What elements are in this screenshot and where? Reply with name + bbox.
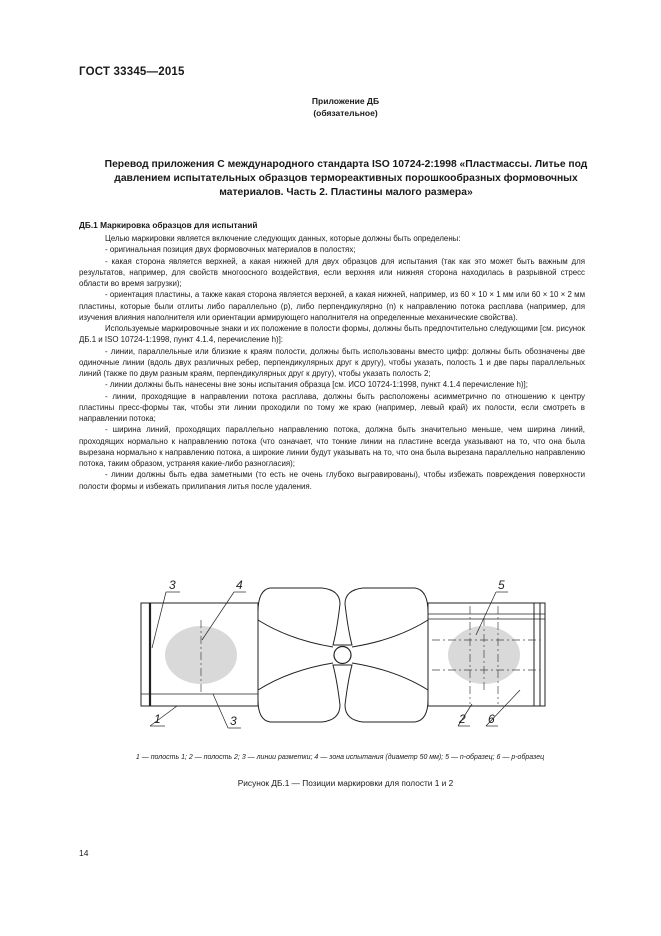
paragraph: Целью маркировки является включение следующих данных, которые должны быть определены: [105, 234, 461, 243]
paragraph: - линии должны быть едва заметными (то есть не очень глубоко выгравированы), чтобы избежать повреждения поверхности полости формы и избежать прилипания литья после удаления. [79, 470, 585, 491]
figure-label-3-top: 3 [169, 578, 176, 592]
sprue-circle [334, 647, 351, 664]
leader-3-bottom [213, 694, 228, 728]
paragraph: - линии должны быть нанесены вне зоны испытания образца [см. ИСО 10724-1:1998, пункт 4.1.4 перечисление h)]; [105, 380, 528, 390]
figure-legend: 1 — полость 1; 2 — полость 2; 3 — линии разметки; 4 — зона испытания (диаметр 50 мм); 5 — n-образец; 6 — p-образец [135, 754, 545, 761]
paragraph: - ширина линий, проходящих параллельно направлению потока, должна быть значительно меньше, чем ширина линий, проходящих нормально к направлению потока (что означает, что тонкие линии на пластине всегда указывают на то, что она была вырезана нормально к направлению потока, а широкие линии будут указывать на то, что она была вырезана параллельно направлению потока, таким образом, устраняя какие-либо разногласия); [79, 425, 585, 468]
paragraph: - линии, параллельные или близкие к краям полости, должны быть использованы вместо цифр: должны быть обозначены две одиночные линии (вдоль двух различных ребер, перпендикулярных друг к другу), чтобы указать, полость 1 и две пары параллельных линий (также по двум разным краям, перпендикулярных друг к другу), чтобы указать полость 2; [79, 346, 585, 378]
figure-label-5: 5 [498, 578, 505, 592]
document-header: ГОСТ 33345—2015 [79, 66, 185, 78]
page-number: 14 [79, 848, 89, 858]
paragraph: - ориентация пластины, а также какая сторона является верхней, а какая нижней, например, из 60 × 10 × 1 мм или 60 × 10 × 2 мм пластины, которые были отлиты либо параллельно (р), либо перпендикулярно (n) к направлению потока расплава (например, для изучения влияния наполнителя или ориентации армирующего наполнителя на определенные механические свойства). [79, 290, 585, 322]
figure-label-2: 2 [459, 712, 466, 726]
body-text [79, 233, 585, 492]
figure-label-1: 1 [154, 712, 161, 726]
annex-title: Перевод приложения С международного стандарта ISO 10724-2:1998 «Пластмассы. Литье под давлением испытательных образцов термореактивных порошкообразных формовочных материалов. Часть 2. Пластины малого размера» [104, 159, 588, 198]
figure-label-3-bottom: 3 [230, 714, 237, 728]
paragraph: - какая сторона является верхней, а какая нижней для двух образцов для испытания (так как это может быть важным для результатов, например, для свойств многоосного воздействия, если верхняя или нижняя сторона находилась в разрывной стресс области во время загрузки); [79, 256, 585, 288]
annex-name: Приложение ДБ [311, 96, 380, 106]
paragraph: - линии, проходящие в направлении потока расплава, должны быть расположены асимметрично по отношению к центру пластины пресс-формы так, чтобы эти линии проходили по тому же краю (например, левый край) их полости, если смотреть в направлении потока; [79, 391, 585, 423]
section-heading: ДБ.1 Маркировка образцов для испытаний [79, 220, 258, 230]
paragraph: - оригинальная позиция двух формовочных материалов в полостях; [105, 245, 356, 255]
figure-label-4: 4 [236, 578, 243, 592]
paragraph: Используемые маркировочные знаки и их положение в полости формы, должны быть предпочтительно следующими [см. рисунок ДБ.1 и ISO 10724-1:1998, пункт 4.1.4, перечисление h)]: [79, 324, 585, 345]
leader-3-top [152, 592, 166, 648]
figure-title: Рисунок ДБ.1 — Позиции маркировки для полости 1 и 2 [237, 778, 454, 788]
annex-status: (обязательное) [313, 108, 378, 118]
figure-db1-diagram [125, 568, 555, 750]
figure-label-6: 6 [488, 712, 495, 726]
